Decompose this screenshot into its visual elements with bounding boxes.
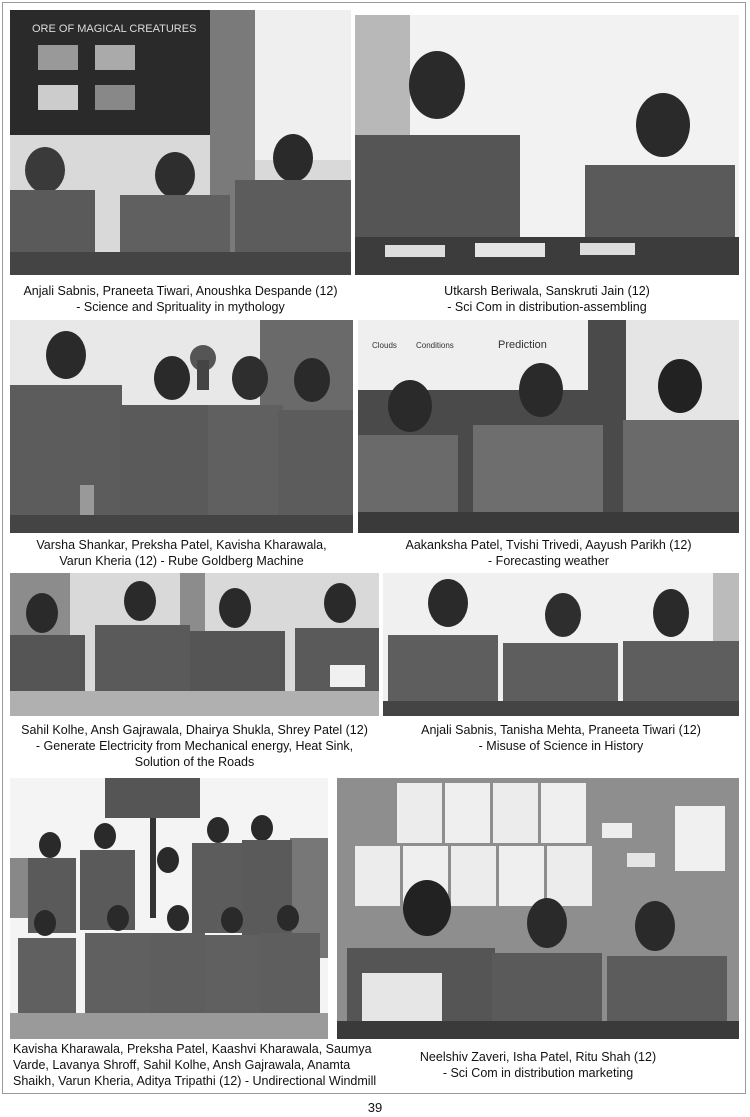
photo-rube-goldberg-machine [10, 320, 353, 533]
caption-line: Varun Kheria (12) - Rube Goldberg Machine [59, 554, 304, 568]
photo-sci-com-assembling [355, 15, 739, 275]
caption-line: - Sci Com in distribution marketing [442, 1066, 634, 1080]
caption-undirectional-windmill [13, 1041, 377, 1089]
caption-science-spirituality-mythology [10, 283, 351, 315]
caption-line: - Sci Com in distribution-assembling [447, 300, 647, 314]
caption-line: Solution of the Roads [134, 755, 255, 769]
photo-sci-com-marketing [337, 778, 739, 1039]
caption-rube-goldberg-machine [10, 537, 353, 569]
chart-label: Conditions [416, 341, 454, 350]
photo-forecasting-weather [358, 320, 739, 533]
caption-line: Kavisha Kharawala, Preksha Patel, Kaashvi Kharawala, Saumya [13, 1042, 372, 1056]
caption-line: Aakanksha Patel, Tvishi Trivedi, Aayush Parikh (12) [405, 538, 692, 552]
caption-line: Sahil Kolhe, Ansh Gajrawala, Dhairya Shukla, Shrey Patel (12) [21, 723, 368, 737]
caption-line: Anjali Sabnis, Tanisha Mehta, Praneeta Tiwari (12) [421, 723, 701, 737]
caption-line: Varsha Shankar, Preksha Patel, Kavisha Kharawala, [36, 538, 327, 552]
caption-forecasting-weather [358, 537, 739, 569]
caption-line: Shaikh, Varun Kheria, Aditya Tripathi (12) - Undirectional Windmill [13, 1074, 377, 1088]
photo-generate-electricity [10, 573, 379, 716]
photo-science-spirituality-mythology [10, 10, 351, 275]
caption-line: - Misuse of Science in History [478, 739, 644, 753]
caption-misuse-of-science [383, 722, 739, 754]
caption-generate-electricity [10, 722, 379, 770]
caption-line: Varde, Lavanya Shroff, Sahil Kolhe, Ansh Gajrawala, Anamta [13, 1058, 351, 1072]
page-number: 39 [367, 1100, 383, 1115]
caption-line: - Generate Electricity from Mechanical energy, Heat Sink, [35, 739, 354, 753]
poster-title: ORE OF MAGICAL CREATURES [32, 23, 197, 35]
chart-heading: Prediction [498, 339, 547, 351]
caption-line: - Science and Sprituality in mythology [76, 300, 285, 314]
caption-line: Neelshiv Zaveri, Isha Patel, Ritu Shah (12) [419, 1050, 657, 1064]
chart-label: Clouds [372, 341, 397, 350]
photo-misuse-of-science [383, 573, 739, 716]
photo-undirectional-windmill [10, 778, 328, 1039]
caption-line: Utkarsh Beriwala, Sanskruti Jain (12) [444, 284, 650, 298]
caption-line: Anjali Sabnis, Praneeta Tiwari, Anoushka Despande (12) [23, 284, 338, 298]
caption-sci-com-assembling [355, 283, 739, 315]
caption-line: - Forecasting weather [488, 554, 609, 568]
caption-sci-com-marketing [337, 1049, 739, 1081]
